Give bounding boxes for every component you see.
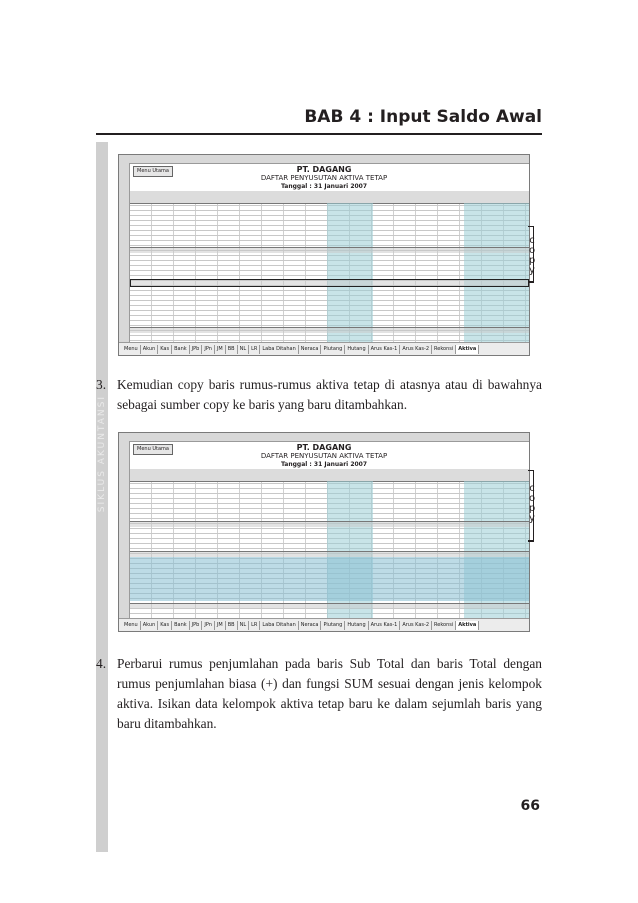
- total-row: [130, 327, 529, 333]
- sheet-tab[interactable]: JM: [215, 621, 226, 630]
- column-header-bar: [119, 155, 529, 164]
- step-3: [96, 375, 542, 415]
- total-row: [130, 603, 529, 609]
- sheet-tab[interactable]: Neraca: [299, 345, 322, 354]
- subtotal-row: [130, 521, 529, 527]
- sheet-date: Tanggal : 31 Januari 2007: [280, 183, 368, 190]
- sheet-tab[interactable]: Menu: [122, 345, 141, 354]
- sheet-tab[interactable]: Akun: [141, 345, 159, 354]
- sheet-tab-active[interactable]: Aktiva: [456, 345, 479, 354]
- step-text: Kemudian copy baris rumus-rumus aktiva tetap di atasnya atau di bawahnya sebagai sumber copy ke baris yang baru ditambahkan.: [117, 377, 542, 412]
- step-number: 4.: [96, 656, 107, 671]
- sheet-tab[interactable]: Neraca: [299, 621, 322, 630]
- sheet-tab[interactable]: Arus Kas-1: [369, 621, 401, 630]
- copy-label: c o p y: [528, 235, 536, 276]
- highlight-column: [464, 203, 529, 342]
- sheet-tab[interactable]: Akun: [141, 621, 159, 630]
- sheet-tab[interactable]: BB: [226, 621, 238, 630]
- copy-label: c o p y: [528, 483, 536, 524]
- sheet-tab[interactable]: Bank: [172, 345, 190, 354]
- sheet-tab[interactable]: Laba Ditahan: [260, 621, 298, 630]
- highlight-column: [327, 203, 373, 342]
- sheet-tab-bar: [119, 342, 529, 355]
- sheet-tab[interactable]: Bank: [172, 621, 190, 630]
- sheet-tab[interactable]: Hutang: [345, 345, 368, 354]
- sheet-tab-active[interactable]: Aktiva: [456, 621, 479, 630]
- sheet-tab[interactable]: Rekonsi: [432, 345, 456, 354]
- subtotal-row: [130, 279, 529, 287]
- menu-utama-button[interactable]: Menu Utama: [133, 166, 173, 177]
- sheet-tab[interactable]: BB: [226, 345, 238, 354]
- page-number: 66: [520, 798, 540, 814]
- sheet-tab[interactable]: JPn: [202, 621, 215, 630]
- sheet-tab[interactable]: Piutang: [321, 621, 345, 630]
- sheet-tab[interactable]: Rekonsi: [432, 621, 456, 630]
- company-name: PT. DAGANG: [296, 443, 352, 452]
- sheet-tab[interactable]: Arus Kas-2: [400, 345, 432, 354]
- spreadsheet-screenshot-2: [118, 432, 530, 632]
- sheet-tab[interactable]: Menu: [122, 621, 141, 630]
- step-number: 3.: [96, 377, 107, 392]
- sheet-tab-bar: [119, 618, 529, 631]
- spreadsheet-screenshot-1: [118, 154, 530, 356]
- sheet-tab[interactable]: Hutang: [345, 621, 368, 630]
- sheet-tab[interactable]: LR: [249, 345, 260, 354]
- sheet-title: DAFTAR PENYUSUTAN AKTIVA TETAP: [260, 452, 388, 460]
- subtotal-row: [130, 247, 529, 253]
- sheet-tab[interactable]: JPn: [202, 345, 215, 354]
- sheet-tab[interactable]: Kas: [158, 345, 172, 354]
- step-text: Perbarui rumus penjumlahan pada baris Sub Total dan baris Total dengan rumus penjumlahan biasa (+) dan fungsi SUM sesuai dengan jenis kelompok aktiva. Isikan data kelompok aktiva tetap baru ke dalam sejumlah baris yang baru ditambahkan.: [117, 656, 542, 731]
- sheet-tab[interactable]: Kas: [158, 621, 172, 630]
- copy-arrow: [528, 540, 533, 541]
- sheet-date: Tanggal : 31 Januari 2007: [280, 461, 368, 468]
- company-name: PT. DAGANG: [296, 165, 352, 174]
- new-rows-highlight: [130, 557, 529, 601]
- sheet-tab[interactable]: JPb: [190, 621, 203, 630]
- sheet-tab[interactable]: Piutang: [321, 345, 345, 354]
- copy-arrow: [528, 281, 533, 282]
- sheet-tab[interactable]: NL: [238, 621, 250, 630]
- sheet-tab[interactable]: Laba Ditahan: [260, 345, 298, 354]
- step-4: [96, 654, 542, 734]
- row-header-bar: [119, 163, 130, 343]
- sheet-title: DAFTAR PENYUSUTAN AKTIVA TETAP: [260, 174, 388, 182]
- sheet-tab[interactable]: JM: [215, 345, 226, 354]
- header-rule: [96, 133, 542, 135]
- sheet-tab[interactable]: NL: [238, 345, 250, 354]
- side-strip-text: SIKLUS AKUNTANSI: [97, 395, 107, 513]
- menu-utama-button[interactable]: Menu Utama: [133, 444, 173, 455]
- sheet-tab[interactable]: Arus Kas-1: [369, 345, 401, 354]
- column-header-bar: [119, 433, 529, 442]
- subtotal-row: [130, 551, 529, 557]
- sheet-tab[interactable]: JPb: [190, 345, 203, 354]
- chapter-title: BAB 4 : Input Saldo Awal: [304, 107, 542, 127]
- sheet-tab[interactable]: LR: [249, 621, 260, 630]
- sheet-tab[interactable]: Arus Kas-2: [400, 621, 432, 630]
